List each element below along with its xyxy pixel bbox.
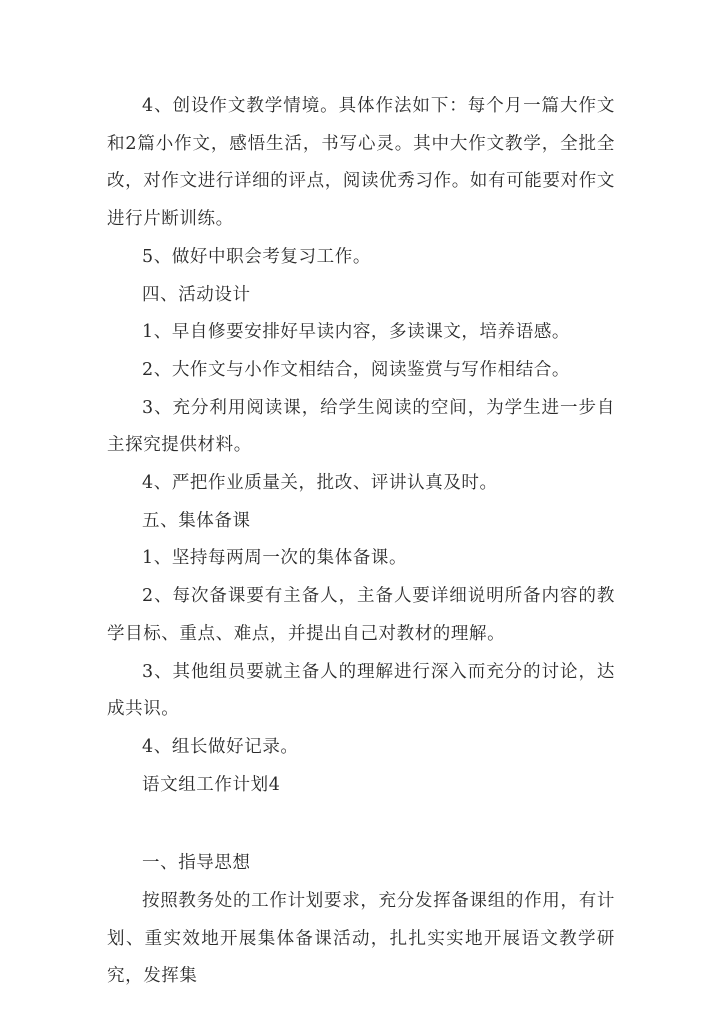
paragraph-group-discussion: 3、其他组员要就主备人的理解进行深入而充分的讨论，达成共识。 bbox=[107, 661, 615, 720]
section-heading-guiding-idea: 一、指导思想 bbox=[142, 853, 251, 874]
paragraph-biweekly-prep: 1、坚持每两周一次的集体备课。 bbox=[142, 548, 408, 569]
paragraph-reading-class: 3、充分利用阅读课，给学生阅读的空间，为学生进一步自主探究提供材料。 bbox=[107, 397, 615, 456]
document-subtitle-plan-4: 语文组工作计划4 bbox=[142, 774, 281, 795]
paragraph-guiding-idea-body: 按照教务处的工作计划要求，充分发挥备课组的作用，有计划、重实效地开展集体备课活动，扎扎实实地开展语文教学研究，发挥集 bbox=[107, 891, 615, 987]
section-heading-collective-prep: 五、集体备课 bbox=[142, 510, 251, 531]
paragraph-exam-review: 5、做好中职会考复习工作。 bbox=[142, 246, 371, 267]
blank-spacer bbox=[107, 804, 615, 845]
paragraph-composition-combine: 2、大作文与小作文相结合，阅读鉴赏与写作相结合。 bbox=[142, 359, 571, 380]
paragraph-writing-context: 4、创设作文教学情境。具体作法如下：每个月一篇大作文和2篇小作文，感悟生活，书写心灵。其中大作文教学，全批全改，对作文进行详细的评点，阅读优秀习作。如有可能要对作文进行片断训练。 bbox=[107, 96, 615, 230]
paragraph-homework-quality: 4、严把作业质量关，批改、评讲认真及时。 bbox=[142, 473, 498, 494]
document-body bbox=[107, 88, 615, 996]
paragraph-record-keeping: 4、组长做好记录。 bbox=[142, 736, 299, 757]
paragraph-morning-reading: 1、早自修要安排好早读内容，多读课文，培养语感。 bbox=[142, 322, 571, 343]
paragraph-main-preparer: 2、每次备课要有主备人，主备人要详细说明所备内容的教学目标、重点、难点，并提出自己对教材的理解。 bbox=[107, 586, 615, 644]
section-heading-activity-design: 四、活动设计 bbox=[142, 284, 251, 305]
